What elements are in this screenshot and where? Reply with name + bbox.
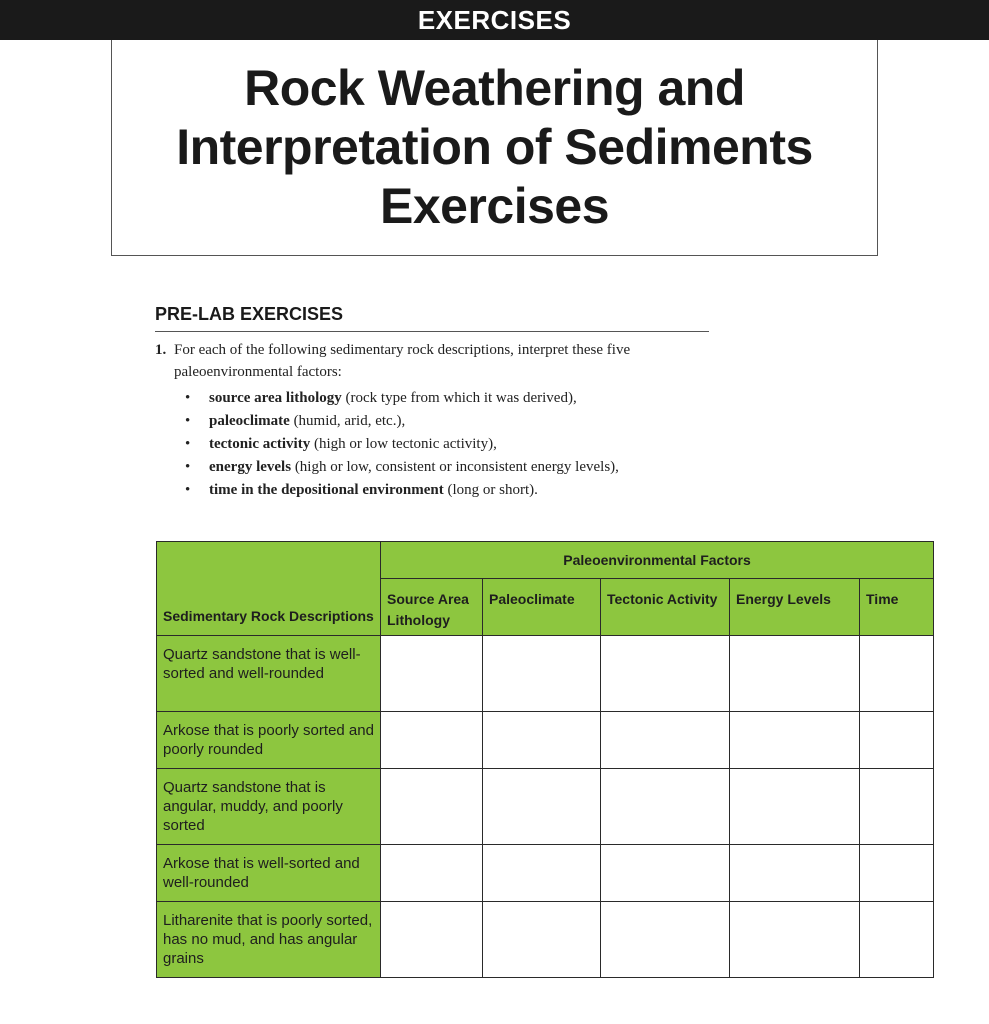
title-line-3: Exercises xyxy=(379,178,610,234)
group-header: Paleoenvironmental Factors xyxy=(381,542,934,579)
answer-cell[interactable] xyxy=(381,769,483,845)
bullet-icon: • xyxy=(185,482,191,498)
factor-list xyxy=(155,387,715,502)
row-description: Quartz sandstone that is well-sorted and well-rounded xyxy=(157,636,381,712)
factor-item: • energy levels (high or low, consistent or inconsistent energy levels), xyxy=(185,456,715,479)
answer-cell[interactable] xyxy=(860,636,934,712)
answer-cell[interactable] xyxy=(601,769,730,845)
answer-cell[interactable] xyxy=(730,902,860,978)
answer-cell[interactable] xyxy=(483,636,601,712)
question-text-line-2: paleoenvironmental factors: xyxy=(174,364,342,380)
row-description: Arkose that is well-sorted and well-rounded xyxy=(157,845,381,902)
row-label-header: Sedimentary Rock Descriptions xyxy=(157,542,381,636)
col-header-time: Time xyxy=(860,579,934,636)
answer-cell[interactable] xyxy=(601,712,730,769)
bullet-icon: • xyxy=(185,459,191,475)
answer-cell[interactable] xyxy=(601,845,730,902)
answer-cell[interactable] xyxy=(730,636,860,712)
answer-cell[interactable] xyxy=(381,845,483,902)
question-number: 1. xyxy=(155,342,167,358)
answer-cell[interactable] xyxy=(483,712,601,769)
row-description: Arkose that is poorly sorted and poorly rounded xyxy=(157,712,381,769)
answer-cell[interactable] xyxy=(381,902,483,978)
table-row xyxy=(157,636,934,712)
col-header-energy: Energy Levels xyxy=(730,579,860,636)
factor-item: • tectonic activity (high or low tectonic activity), xyxy=(185,433,715,456)
answer-cell[interactable] xyxy=(483,769,601,845)
table-row xyxy=(157,712,934,769)
factor-item: • source area lithology (rock type from which it was derived), xyxy=(185,387,715,410)
bullet-icon: • xyxy=(185,413,191,429)
answer-cell[interactable] xyxy=(730,769,860,845)
answer-cell[interactable] xyxy=(381,712,483,769)
answer-cell[interactable] xyxy=(730,712,860,769)
paleoenvironment-table xyxy=(156,541,934,978)
answer-cell[interactable] xyxy=(601,902,730,978)
exercises-banner xyxy=(0,0,989,40)
section-heading: PRE-LAB EXERCISES xyxy=(155,304,709,332)
row-description: Litharenite that is poorly sorted, has no mud, and has angular grains xyxy=(157,902,381,978)
answer-cell[interactable] xyxy=(483,845,601,902)
factor-item: • time in the depositional environment (long or short). xyxy=(185,479,715,502)
answer-cell[interactable] xyxy=(483,902,601,978)
title-line-1: Rock Weathering and xyxy=(244,60,745,116)
bullet-icon: • xyxy=(185,390,191,406)
page-title xyxy=(176,59,813,236)
table-row xyxy=(157,902,934,978)
question-1 xyxy=(155,339,715,502)
row-description: Quartz sandstone that is angular, muddy, and poorly sorted xyxy=(157,769,381,845)
col-header-paleoclimate: Paleoclimate xyxy=(483,579,601,636)
answer-cell[interactable] xyxy=(601,636,730,712)
factor-item: • paleoclimate (humid, arid, etc.), xyxy=(185,410,715,433)
answer-cell[interactable] xyxy=(860,769,934,845)
answer-cell[interactable] xyxy=(730,845,860,902)
answer-cell[interactable] xyxy=(860,902,934,978)
table-row xyxy=(157,845,934,902)
question-text-line-1: For each of the following sedimentary rock descriptions, interpret these five xyxy=(174,342,631,358)
col-header-source-area: Source Area Lithology xyxy=(381,579,483,636)
table-row xyxy=(157,769,934,845)
bullet-icon: • xyxy=(185,436,191,452)
answer-cell[interactable] xyxy=(381,636,483,712)
banner-label: EXERCISES xyxy=(417,4,572,35)
col-header-tectonic: Tectonic Activity xyxy=(601,579,730,636)
title-box xyxy=(111,40,878,256)
answer-cell[interactable] xyxy=(860,845,934,902)
title-line-2: Interpretation of Sediments xyxy=(176,119,813,175)
answer-cell[interactable] xyxy=(860,712,934,769)
